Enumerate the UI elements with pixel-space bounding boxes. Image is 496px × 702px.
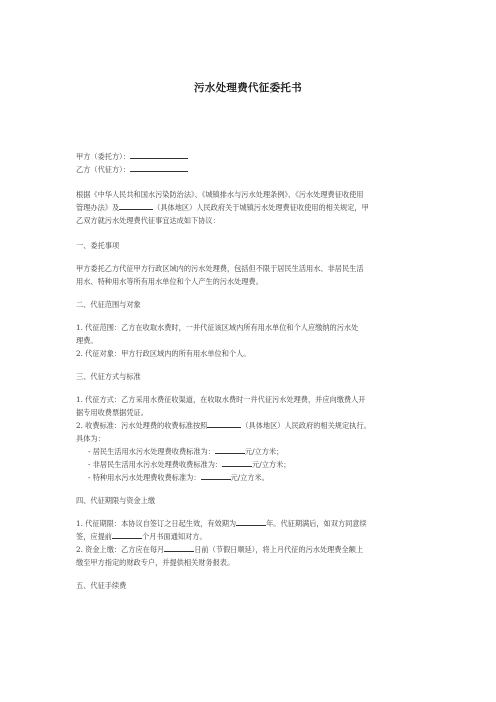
s4-text-1b: 年。代征期满后，如双方同意续: [266, 519, 367, 528]
section-4-body: [76, 517, 420, 569]
s2-line-3: 2. 代征对象：甲方行政区域内的所有用水单位和个人。: [76, 349, 251, 358]
party-a-blank: [130, 150, 188, 159]
intro-line-3: 乙双方就污水处理费代征事宜达成如下协议：: [76, 216, 220, 225]
document-title: 污水处理费代征委托书: [194, 82, 302, 94]
s4-text-3a: 2. 资金上缴：乙方应在每月: [76, 545, 165, 554]
party-b-label: 乙方（代征方）：: [76, 165, 130, 174]
section-4-heading: 四、代征期限与资金上缴: [76, 496, 156, 505]
s3-text-3a: 2. 收费标准：污水处理费的收费标准按照: [76, 421, 208, 430]
s4-line-3: [76, 543, 420, 556]
party-a-line: [76, 150, 420, 163]
s4-line-4: 缴至甲方指定的财政专户，并提供相关财务报表。: [76, 558, 235, 567]
rate-unit-1: 元/立方米；: [244, 447, 284, 456]
s3-line-3: [76, 419, 420, 432]
document-body: [76, 150, 420, 602]
rate-unit-3: 元/立方米。: [230, 473, 269, 482]
section-2-body: [76, 321, 420, 360]
s3-line-4: 具体为：: [76, 434, 105, 443]
rate-label-1: - 居民生活用水污水处理费收费标准为：: [88, 447, 215, 456]
term-years-blank: [236, 517, 266, 526]
s1-line-2: 用水、特种用水等所有用水单位和个人产生的污水处理费。: [76, 277, 263, 286]
section-1-heading: 一、委托事项: [76, 241, 120, 250]
intro-paragraph: [76, 188, 420, 227]
intro-text-2b: （具体地区）人民政府关于城镇污水处理费征收使用的相关规定，甲: [153, 203, 369, 212]
rate-label-2: - 非居民生活用水污水处理费收费标准为：: [88, 460, 223, 469]
region-blank-2: [207, 419, 241, 428]
section-3-body: [76, 393, 420, 484]
rate-item-2: [76, 458, 420, 471]
s4-text-3b: 日前（节假日顺延），将上月代征的污水处理费全额上: [194, 545, 364, 554]
notice-months-blank: [112, 530, 142, 539]
rate-item-1: [76, 445, 420, 458]
party-a-label: 甲方（委托方）：: [76, 152, 130, 161]
s3-text-3b: （具体地区）人民政府的相关规定执行。: [241, 421, 371, 430]
party-b-line: [76, 163, 420, 176]
s4-text-1a: 1. 代征期限：本协议自签订之日起生效，有效期为: [76, 519, 237, 528]
rate-blank-1: [215, 445, 245, 454]
party-b-blank: [130, 163, 188, 172]
rate-blank-2: [222, 458, 252, 467]
section-2-heading: 二、代征范围与对象: [76, 300, 141, 309]
s4-line-2: [76, 530, 420, 543]
rate-blank-3: [201, 471, 231, 480]
s4-text-2b: 个月书面通知对方。: [141, 532, 207, 541]
intro-text-2a: 管理办法》及: [76, 203, 120, 212]
payment-day-blank: [164, 543, 194, 552]
s4-line-1: [76, 517, 420, 530]
section-5-heading: 五、代征手续费: [76, 581, 127, 590]
s3-line-1: 1. 代征方式：乙方采用水费征收渠道，在收取水费时一并代征污水处理费，并应向缴费人开: [76, 395, 366, 404]
rate-item-3: [76, 471, 420, 484]
rate-label-3: - 特种用水污水处理费收费标准为：: [88, 473, 201, 482]
s4-text-2a: 签，应提前: [76, 532, 112, 541]
section-1-body: [76, 262, 420, 288]
rate-unit-2: 元/立方米；: [252, 460, 291, 469]
s1-line-1: 甲方委托乙方代征甲方行政区域内的污水处理费，包括但不限于居民生活用水、非居民生活: [76, 264, 364, 273]
intro-line-1: 根据《中华人民共和国水污染防治法》、《城镇排水与污水处理条例》、《污水处理费征收使用: [76, 190, 364, 199]
region-blank: [119, 201, 153, 210]
section-3-heading: 三、代征方式与标准: [76, 372, 141, 381]
s2-line-2: 理费。: [76, 336, 98, 345]
intro-line-2: [76, 201, 420, 214]
s2-line-1: 1. 代征范围：乙方在收取水费时，一并代征该区域内所有用水单位和个人应缴纳的污水处: [76, 323, 359, 332]
s3-line-2: 据专用收费票据凭证。: [76, 408, 148, 417]
